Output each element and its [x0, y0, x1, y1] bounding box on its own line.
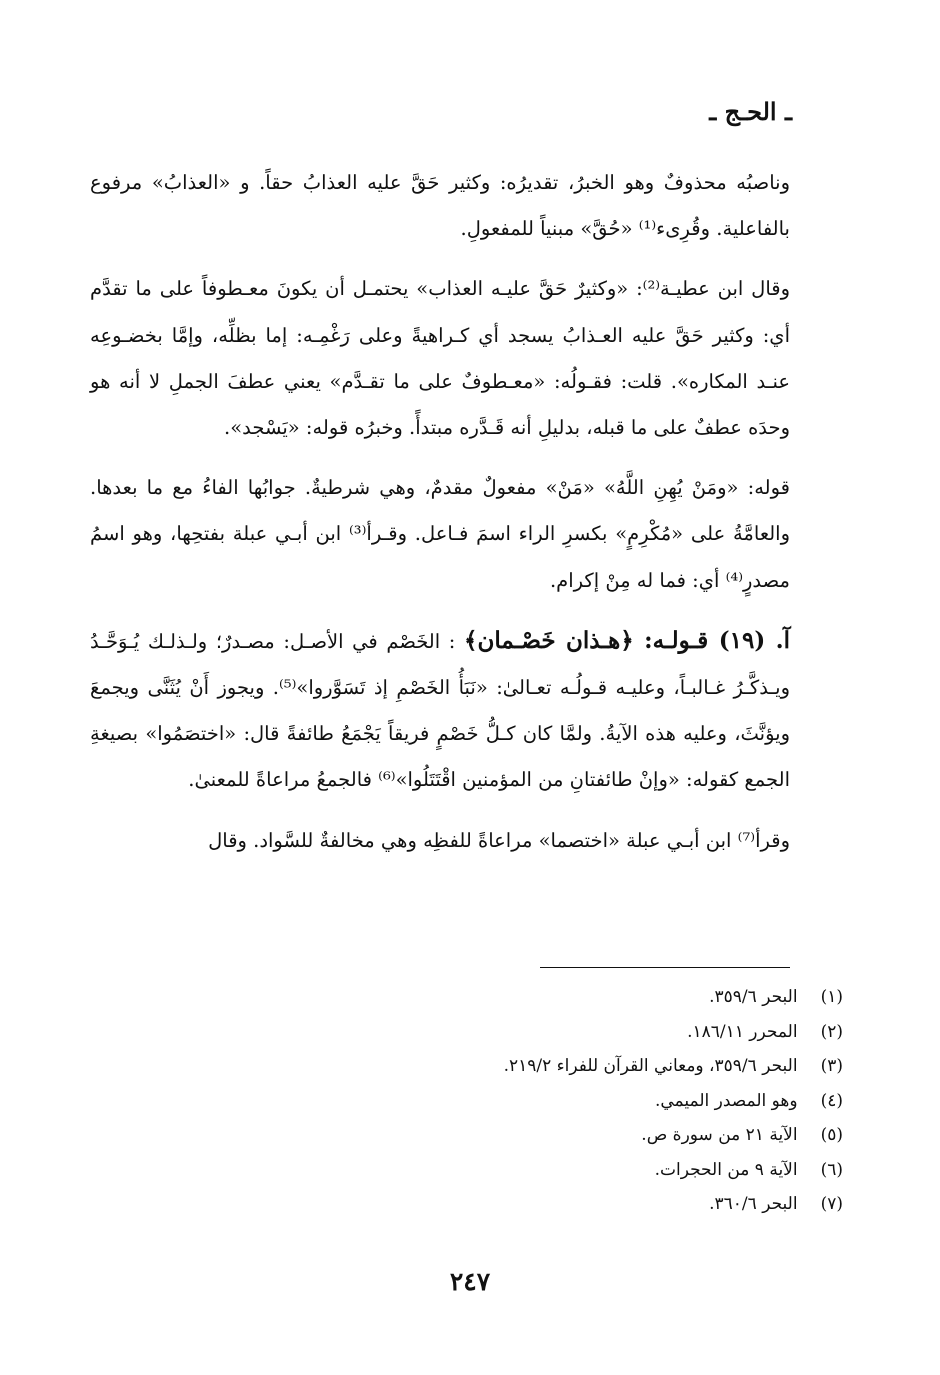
footnote-text: المحرر ١٨٦/١١. — [687, 1021, 798, 1042]
footnote-text: البحر ٣٦٠/٦. — [709, 1194, 798, 1214]
footnote-number: (٥) — [820, 1125, 843, 1145]
footnote — [143, 1084, 843, 1119]
footnote-text: البحر ٣٥٩/٦. — [709, 987, 798, 1007]
footnote-text: وهو المصدر الميمي. — [654, 1090, 798, 1111]
verse-commentary: مصـدرٌ؛ ولـذلـك يُـوَحَّـدُ ويـذكَّـرُ غـالبـاً، وعليـه قـولُـه تعـالىٰ: «نَبَأُ الخَصْمِ إذ تَسَوَّروا»⁽⁵⁾. ويجوز أَنْ يُثَنَّى ويجمعَ ويؤنَّثَ، وعليه هذه الآيةُ. ولمَّا كان كـلُّ خَصْمٍ فريقاً يَجْمَعُ طائفةً قال: «اختصَمُوا» بصيغةِ الجمع كقوله: «وإنْ طائفتانِ من المؤمنين اقْتَتَلُوا»⁽⁶⁾ فالجمعُ مراعاةً للمعنىٰ. — [90, 629, 790, 792]
paragraph: وقال ابن عطيـة⁽²⁾: «وكثيرٌ حَقَّ عليـه العذاب» يحتمـل أن يكونَ معـطوفاً على ما تقدَّم أي: وكثير حَقَّ عليه العـذابُ يسجد أي كـراهيةً وعلى رَغْمِـه: إما بظلِّه، وإمَّا بخضـوعِه عنـد المكاره». قلت: فقـولُه: «معـطوفٌ على ما تقـدَّم» يعني عطفَ الجملِ لا أنه هو وحدَه عطفٌ على ما قبله، بدليلِ أنه قَـدَّره مبتدأً. وخبرُه قوله: «يَسْجد». — [90, 277, 791, 440]
footnote — [143, 1118, 843, 1153]
footnote-text: البحر ٣٥٩/٦، ومعاني القرآن للفراء ٢١٩/٢. — [503, 1056, 798, 1076]
verse-heading-continuation: : الخَصْم في الأصـل: — [283, 629, 456, 653]
footnote-divider — [540, 967, 790, 968]
footnote-text: الآية ٢١ من سورة ص. — [641, 1125, 798, 1145]
footnote-text: الآية ٩ من الحجرات. — [654, 1159, 798, 1180]
footnote-number: (١) — [820, 987, 843, 1007]
footnote — [143, 1187, 843, 1222]
page-number: ٢٤٧ — [449, 1267, 491, 1296]
footnote — [143, 980, 843, 1015]
footnote — [143, 1015, 843, 1050]
verse-paragraph — [90, 618, 790, 804]
paragraph: وناصبُه محذوفٌ وهو الخبرُ، تقديرُه: وكثير حَقَّ عليه العذابُ حقاً. و «العذابُ» مرفوع بالفاعلية. وقُرِىء⁽¹⁾ «حُقَّ» مبنياً للمفعولِ. — [90, 171, 790, 241]
footnote-number: (٦) — [820, 1159, 843, 1180]
footnote-number: (٣) — [820, 1056, 843, 1076]
running-head: ـ الحـج ـ — [709, 97, 792, 126]
main-text — [90, 160, 790, 864]
paragraph: قوله: «ومَنْ يُهِنِ اللَّهُ» «مَنْ» مفعولٌ مقدمٌ، وهي شرطيةٌ. جوابُها الفاءُ مع ما بعدها. والعامَّةُ على «مُكْرِمٍ» بكسرِ الراء اسمَ فـاعل. وقـرأ⁽³⁾ ابن أبـي عبلة بفتحِها، وهو اسمُ مصدرٍ⁽⁴⁾ أي: فما له مِنْ إكرام. — [90, 476, 790, 592]
paragraph: وقرأ⁽⁷⁾ ابن أبـي عبلة «اختصما» مراعاةً للفظِه وهي مخالفةٌ للسَّواد. وقال — [208, 828, 790, 852]
footnote-number: (٢) — [820, 1021, 843, 1042]
footnote-number: (٤) — [820, 1090, 843, 1111]
footnote — [143, 1153, 843, 1188]
footnote — [143, 1049, 843, 1084]
verse-heading: آ. (١٩) قـولـه: ﴿هـذان خَصْـمان﴾ — [463, 626, 791, 654]
footnote-number: (٧) — [820, 1194, 843, 1214]
footnotes-list — [143, 980, 843, 1222]
